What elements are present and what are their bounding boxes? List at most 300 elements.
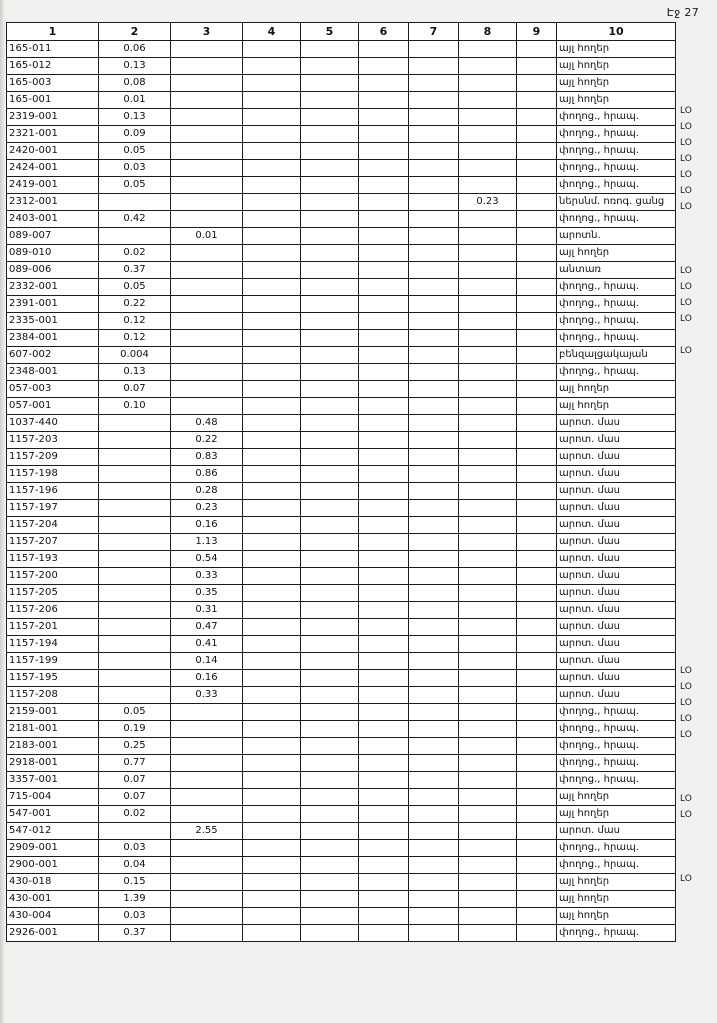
table-row (7, 228, 676, 245)
cell-col3 (171, 279, 243, 296)
cell-col3 (171, 874, 243, 891)
table-row (7, 483, 676, 500)
cell-col2 (99, 194, 171, 211)
table-row (7, 874, 676, 891)
cell-col6 (359, 466, 409, 483)
cell-col4 (243, 568, 301, 585)
cell-col3: 0.22 (171, 432, 243, 449)
cell-code: 547-001 (7, 806, 99, 823)
cell-col4 (243, 500, 301, 517)
cell-col8 (459, 143, 517, 160)
cell-col8 (459, 585, 517, 602)
cell-col9 (517, 466, 557, 483)
table-row (7, 772, 676, 789)
cell-col5 (301, 177, 359, 194)
cell-col2 (99, 500, 171, 517)
cell-note: արոտ. մաս (557, 483, 676, 500)
cell-col9 (517, 245, 557, 262)
cell-col9 (517, 704, 557, 721)
table-row (7, 840, 676, 857)
cell-col4 (243, 466, 301, 483)
cell-col5 (301, 228, 359, 245)
column-header-10: 10 (557, 23, 676, 41)
cell-col7 (409, 500, 459, 517)
cell-code: 089-007 (7, 228, 99, 245)
cell-col8 (459, 568, 517, 585)
cell-col7 (409, 381, 459, 398)
cell-col3 (171, 194, 243, 211)
table-row (7, 58, 676, 75)
land-registry-table-wrapper (6, 22, 675, 942)
cell-col7 (409, 279, 459, 296)
cell-note: ներսնմ. ոռոգ. ցանց (557, 194, 676, 211)
cell-col3 (171, 738, 243, 755)
table-row (7, 75, 676, 92)
cell-code: 2312-001 (7, 194, 99, 211)
cell-col8 (459, 891, 517, 908)
cell-col5 (301, 296, 359, 313)
cell-note: արոտ. մաս (557, 449, 676, 466)
margin-mark: ԼՕ (680, 874, 692, 884)
cell-code: 1157-196 (7, 483, 99, 500)
cell-col8 (459, 347, 517, 364)
cell-col6 (359, 840, 409, 857)
table-row (7, 211, 676, 228)
cell-col8 (459, 109, 517, 126)
cell-col2: 0.13 (99, 109, 171, 126)
table-row (7, 415, 676, 432)
cell-col2: 0.07 (99, 772, 171, 789)
cell-col6 (359, 109, 409, 126)
cell-col2: 0.03 (99, 840, 171, 857)
cell-col9 (517, 840, 557, 857)
cell-note: արոտ. մաս (557, 415, 676, 432)
cell-col4 (243, 891, 301, 908)
cell-code: 2348-001 (7, 364, 99, 381)
margin-mark: ԼՕ (680, 794, 692, 804)
cell-code: 2926-001 (7, 925, 99, 942)
cell-col8 (459, 160, 517, 177)
cell-col5 (301, 92, 359, 109)
cell-col3: 0.54 (171, 551, 243, 568)
cell-col7 (409, 415, 459, 432)
cell-col6 (359, 279, 409, 296)
cell-col9 (517, 228, 557, 245)
cell-col4 (243, 636, 301, 653)
table-row (7, 41, 676, 58)
table-row (7, 347, 676, 364)
cell-col2: 0.77 (99, 755, 171, 772)
cell-col7 (409, 41, 459, 58)
margin-mark: ԼՕ (680, 698, 692, 708)
table-row (7, 279, 676, 296)
cell-col3 (171, 908, 243, 925)
cell-col9 (517, 636, 557, 653)
cell-code: 430-018 (7, 874, 99, 891)
cell-col2 (99, 432, 171, 449)
cell-col2 (99, 585, 171, 602)
column-header-7: 7 (409, 23, 459, 41)
cell-col7 (409, 789, 459, 806)
cell-note: փողոց., հրապ. (557, 160, 676, 177)
cell-col7 (409, 313, 459, 330)
table-row (7, 160, 676, 177)
cell-code: 1157-207 (7, 534, 99, 551)
cell-col3: 0.83 (171, 449, 243, 466)
cell-col2: 0.02 (99, 806, 171, 823)
cell-note: արոտ. մաս (557, 551, 676, 568)
cell-col3 (171, 262, 243, 279)
cell-note: փողոց., հրապ. (557, 755, 676, 772)
cell-col6 (359, 245, 409, 262)
margin-mark: ԼՕ (680, 810, 692, 820)
cell-col7 (409, 857, 459, 874)
cell-col2 (99, 449, 171, 466)
cell-col2 (99, 636, 171, 653)
column-header-9: 9 (517, 23, 557, 41)
cell-col3 (171, 75, 243, 92)
cell-col4 (243, 109, 301, 126)
cell-col4 (243, 823, 301, 840)
cell-note: արոտ. մաս (557, 619, 676, 636)
cell-col8 (459, 245, 517, 262)
cell-col6 (359, 670, 409, 687)
cell-code: 1157-201 (7, 619, 99, 636)
cell-note: այլ հողեր (557, 41, 676, 58)
column-header-5: 5 (301, 23, 359, 41)
cell-col5 (301, 466, 359, 483)
cell-note: արոտ. մաս (557, 585, 676, 602)
cell-col4 (243, 772, 301, 789)
cell-col4 (243, 908, 301, 925)
cell-col7 (409, 126, 459, 143)
cell-col8 (459, 636, 517, 653)
cell-col4 (243, 534, 301, 551)
cell-col8 (459, 738, 517, 755)
cell-col2: 0.19 (99, 721, 171, 738)
cell-col6 (359, 925, 409, 942)
cell-col5 (301, 109, 359, 126)
cell-col4 (243, 126, 301, 143)
cell-col8 (459, 500, 517, 517)
cell-col7 (409, 908, 459, 925)
cell-col7 (409, 840, 459, 857)
cell-col3: 0.86 (171, 466, 243, 483)
cell-col6 (359, 313, 409, 330)
cell-col3 (171, 755, 243, 772)
cell-col9 (517, 483, 557, 500)
cell-col5 (301, 160, 359, 177)
cell-col4 (243, 874, 301, 891)
cell-col4 (243, 58, 301, 75)
cell-col9 (517, 75, 557, 92)
margin-mark: ԼՕ (680, 682, 692, 692)
cell-col9 (517, 670, 557, 687)
cell-col7 (409, 925, 459, 942)
cell-col8 (459, 925, 517, 942)
cell-col9 (517, 721, 557, 738)
cell-note: արոտ. մաս (557, 432, 676, 449)
cell-note: արոտ. մաս (557, 670, 676, 687)
cell-col7 (409, 891, 459, 908)
cell-col7 (409, 806, 459, 823)
cell-col3 (171, 806, 243, 823)
cell-col2: 0.02 (99, 245, 171, 262)
cell-note: այլ հողեր (557, 789, 676, 806)
table-row (7, 466, 676, 483)
cell-col3: 0.41 (171, 636, 243, 653)
cell-col5 (301, 449, 359, 466)
cell-col9 (517, 109, 557, 126)
cell-col5 (301, 143, 359, 160)
cell-col7 (409, 449, 459, 466)
cell-col9 (517, 41, 557, 58)
cell-col2: 0.05 (99, 143, 171, 160)
cell-col7 (409, 398, 459, 415)
cell-col3 (171, 313, 243, 330)
cell-col9 (517, 92, 557, 109)
cell-col9 (517, 738, 557, 755)
cell-col6 (359, 891, 409, 908)
cell-note: այլ հողեր (557, 908, 676, 925)
cell-col2: 0.13 (99, 58, 171, 75)
cell-col8 (459, 398, 517, 415)
cell-col9 (517, 313, 557, 330)
cell-col4 (243, 840, 301, 857)
cell-col4 (243, 857, 301, 874)
cell-col6 (359, 483, 409, 500)
cell-note: արոտ. մաս (557, 823, 676, 840)
cell-note: այլ հողեր (557, 245, 676, 262)
cell-col5 (301, 602, 359, 619)
cell-col6 (359, 347, 409, 364)
cell-code: 715-004 (7, 789, 99, 806)
cell-col9 (517, 211, 557, 228)
cell-col8 (459, 789, 517, 806)
cell-col6 (359, 432, 409, 449)
cell-note: փողոց., հրապ. (557, 126, 676, 143)
cell-col4 (243, 160, 301, 177)
cell-col7 (409, 160, 459, 177)
cell-col4 (243, 92, 301, 109)
cell-col3 (171, 92, 243, 109)
cell-col5 (301, 279, 359, 296)
cell-note: այլ հողեր (557, 398, 676, 415)
table-row (7, 500, 676, 517)
table-row (7, 177, 676, 194)
cell-col6 (359, 330, 409, 347)
cell-col5 (301, 891, 359, 908)
table-row (7, 585, 676, 602)
cell-col2 (99, 619, 171, 636)
cell-code: 3357-001 (7, 772, 99, 789)
cell-col3 (171, 772, 243, 789)
cell-note: այլ հողեր (557, 381, 676, 398)
table-row (7, 330, 676, 347)
cell-col4 (243, 245, 301, 262)
cell-col8 (459, 126, 517, 143)
cell-col7 (409, 92, 459, 109)
cell-col3: 0.14 (171, 653, 243, 670)
cell-col3 (171, 398, 243, 415)
cell-col4 (243, 806, 301, 823)
table-row (7, 670, 676, 687)
cell-col5 (301, 636, 359, 653)
cell-col3 (171, 891, 243, 908)
cell-note: արոտ. մաս (557, 687, 676, 704)
cell-code: 1157-204 (7, 517, 99, 534)
cell-col9 (517, 857, 557, 874)
cell-col6 (359, 262, 409, 279)
cell-col4 (243, 687, 301, 704)
cell-col9 (517, 415, 557, 432)
cell-col3 (171, 381, 243, 398)
table-row (7, 687, 676, 704)
table-row (7, 313, 676, 330)
cell-col2 (99, 670, 171, 687)
cell-col3 (171, 41, 243, 58)
table-row (7, 126, 676, 143)
cell-col6 (359, 619, 409, 636)
column-header-1: 1 (7, 23, 99, 41)
table-row (7, 109, 676, 126)
cell-col3: 2.55 (171, 823, 243, 840)
cell-col8 (459, 296, 517, 313)
cell-col9 (517, 58, 557, 75)
cell-col7 (409, 432, 459, 449)
cell-col4 (243, 925, 301, 942)
cell-col5 (301, 483, 359, 500)
cell-note: այլ հողեր (557, 92, 676, 109)
cell-note: փողոց., հրապ. (557, 296, 676, 313)
cell-col2 (99, 466, 171, 483)
column-header-3: 3 (171, 23, 243, 41)
cell-col6 (359, 568, 409, 585)
cell-col4 (243, 398, 301, 415)
cell-col8 (459, 602, 517, 619)
cell-col4 (243, 517, 301, 534)
cell-col4 (243, 738, 301, 755)
cell-col2: 0.37 (99, 925, 171, 942)
cell-col8 (459, 534, 517, 551)
cell-col4 (243, 602, 301, 619)
cell-col4 (243, 228, 301, 245)
cell-col9 (517, 296, 557, 313)
cell-col6 (359, 517, 409, 534)
cell-col5 (301, 415, 359, 432)
cell-code: 2424-001 (7, 160, 99, 177)
cell-col6 (359, 211, 409, 228)
cell-col7 (409, 670, 459, 687)
cell-col8 (459, 58, 517, 75)
cell-col4 (243, 262, 301, 279)
cell-col7 (409, 262, 459, 279)
cell-note: արոտ. մաս (557, 636, 676, 653)
cell-col5 (301, 619, 359, 636)
cell-col8 (459, 330, 517, 347)
table-row (7, 891, 676, 908)
cell-code: 165-003 (7, 75, 99, 92)
cell-col8 (459, 381, 517, 398)
cell-col4 (243, 211, 301, 228)
cell-col9 (517, 398, 557, 415)
cell-col7 (409, 364, 459, 381)
cell-note: փողոց., հրապ. (557, 857, 676, 874)
table-row (7, 364, 676, 381)
cell-col9 (517, 925, 557, 942)
table-row (7, 262, 676, 279)
cell-code: 165-012 (7, 58, 99, 75)
cell-col2: 0.13 (99, 364, 171, 381)
cell-code: 2918-001 (7, 755, 99, 772)
cell-code: 1157-199 (7, 653, 99, 670)
cell-col4 (243, 551, 301, 568)
cell-code: 1157-197 (7, 500, 99, 517)
table-row (7, 517, 676, 534)
cell-col3: 0.47 (171, 619, 243, 636)
cell-col6 (359, 823, 409, 840)
cell-col5 (301, 789, 359, 806)
cell-col9 (517, 619, 557, 636)
cell-col8 (459, 466, 517, 483)
cell-col4 (243, 296, 301, 313)
cell-col5 (301, 347, 359, 364)
cell-note: արոտ. մաս (557, 466, 676, 483)
cell-col7 (409, 653, 459, 670)
cell-col6 (359, 92, 409, 109)
margin-mark: ԼՕ (680, 666, 692, 676)
cell-col8 (459, 449, 517, 466)
cell-code: 1157-203 (7, 432, 99, 449)
cell-note: արոտ. մաս (557, 568, 676, 585)
cell-note: փողոց., հրապ. (557, 772, 676, 789)
cell-col3 (171, 704, 243, 721)
cell-col2: 0.12 (99, 330, 171, 347)
cell-note: արոտն. (557, 228, 676, 245)
cell-col6 (359, 806, 409, 823)
cell-col6 (359, 738, 409, 755)
cell-col2: 0.03 (99, 908, 171, 925)
cell-col7 (409, 58, 459, 75)
cell-note: անտառ (557, 262, 676, 279)
cell-note: փողոց., հրապ. (557, 109, 676, 126)
cell-col5 (301, 500, 359, 517)
cell-col3: 0.33 (171, 568, 243, 585)
cell-col8 (459, 908, 517, 925)
cell-code: 1037-440 (7, 415, 99, 432)
cell-col2: 0.03 (99, 160, 171, 177)
cell-col5 (301, 857, 359, 874)
cell-col7 (409, 619, 459, 636)
cell-col2: 0.12 (99, 313, 171, 330)
cell-col2 (99, 653, 171, 670)
cell-col9 (517, 449, 557, 466)
margin-mark: ԼՕ (680, 730, 692, 740)
cell-col6 (359, 585, 409, 602)
cell-col7 (409, 704, 459, 721)
cell-col3: 0.16 (171, 670, 243, 687)
cell-col6 (359, 364, 409, 381)
cell-col8 (459, 551, 517, 568)
cell-code: 1157-205 (7, 585, 99, 602)
cell-col8 (459, 364, 517, 381)
cell-col6 (359, 194, 409, 211)
cell-col2: 0.42 (99, 211, 171, 228)
cell-col4 (243, 704, 301, 721)
table-row (7, 296, 676, 313)
cell-col4 (243, 143, 301, 160)
cell-col6 (359, 381, 409, 398)
